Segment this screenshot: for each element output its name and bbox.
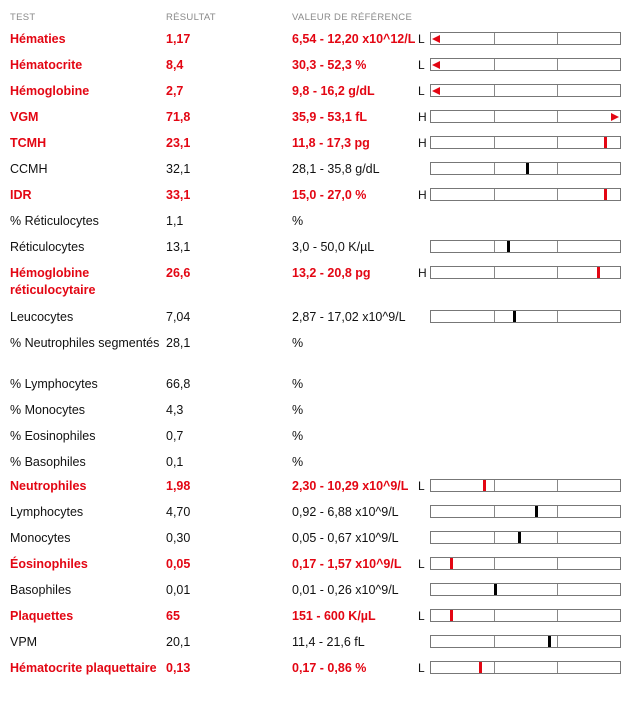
- flag-indicator: H: [418, 136, 427, 150]
- header-reference: VALEUR DE RÉFÉRENCE: [292, 12, 413, 23]
- reference-range: 6,54 - 12,20 x10^12/L: [292, 32, 416, 46]
- gauge-divider: [557, 610, 558, 621]
- gauge-divider: [557, 532, 558, 543]
- test-name: CCMH: [10, 162, 48, 176]
- gauge-divider: [494, 662, 495, 673]
- flag-indicator: L: [418, 32, 425, 46]
- gauge-divider: [557, 59, 558, 70]
- test-name: Leucocytes: [10, 310, 74, 324]
- test-name: Plaquettes: [10, 609, 74, 623]
- test-result: 66,8: [166, 377, 191, 391]
- gauge-divider: [494, 267, 495, 278]
- test-name: Hémoglobine réticulocytaire: [10, 266, 96, 297]
- test-result: 13,1: [166, 240, 191, 254]
- test-name: Monocytes: [10, 531, 71, 545]
- gauge-marker: [604, 137, 607, 148]
- out-of-range-low-icon: [432, 61, 440, 69]
- test-result: 0,7: [166, 429, 184, 443]
- flag-indicator: L: [418, 84, 425, 98]
- gauge-marker: [450, 558, 453, 569]
- reference-range: 2,87 - 17,02 x10^9/L: [292, 310, 406, 324]
- gauge-divider: [494, 33, 495, 44]
- range-gauge: [430, 661, 621, 674]
- test-result: 0,30: [166, 531, 191, 545]
- flag-indicator: L: [418, 58, 425, 72]
- flag-indicator: L: [418, 479, 425, 493]
- reference-range: 2,30 - 10,29 x10^9/L: [292, 479, 409, 493]
- gauge-divider: [494, 506, 495, 517]
- test-name: % Monocytes: [10, 403, 86, 417]
- gauge-divider: [557, 163, 558, 174]
- out-of-range-low-icon: [432, 35, 440, 43]
- range-gauge: [430, 609, 621, 622]
- gauge-divider: [557, 241, 558, 252]
- gauge-divider: [494, 241, 495, 252]
- out-of-range-low-icon: [432, 87, 440, 95]
- reference-range: 0,92 - 6,88 x10^9/L: [292, 505, 399, 519]
- gauge-divider: [494, 111, 495, 122]
- test-name: IDR: [10, 188, 32, 202]
- range-gauge: [430, 110, 621, 123]
- reference-range: 15,0 - 27,0 %: [292, 188, 367, 202]
- out-of-range-high-icon: [611, 113, 619, 121]
- reference-range: 11,8 - 17,3 pg: [292, 136, 370, 150]
- test-name: Éosinophiles: [10, 557, 88, 571]
- test-name: % Basophiles: [10, 455, 86, 469]
- gauge-divider: [494, 85, 495, 96]
- reference-range: 0,05 - 0,67 x10^9/L: [292, 531, 399, 545]
- test-name: Hématocrite: [10, 58, 83, 72]
- gauge-divider: [557, 111, 558, 122]
- gauge-divider: [557, 558, 558, 569]
- reference-range: 9,8 - 16,2 g/dL: [292, 84, 375, 98]
- gauge-divider: [557, 480, 558, 491]
- gauge-divider: [557, 584, 558, 595]
- gauge-divider: [557, 506, 558, 517]
- reference-range: %: [292, 214, 304, 228]
- test-name: Neutrophiles: [10, 479, 87, 493]
- gauge-divider: [494, 189, 495, 200]
- range-gauge: [430, 136, 621, 149]
- reference-range: 11,4 - 21,6 fL: [292, 635, 365, 649]
- gauge-divider: [557, 137, 558, 148]
- test-result: 0,05: [166, 557, 191, 571]
- range-gauge: [430, 505, 621, 518]
- gauge-marker: [494, 584, 497, 595]
- flag-indicator: H: [418, 110, 427, 124]
- test-name: Hématies: [10, 32, 66, 46]
- reference-range: 13,2 - 20,8 pg: [292, 266, 371, 280]
- reference-range: %: [292, 336, 304, 350]
- gauge-divider: [494, 636, 495, 647]
- test-result: 1,1: [166, 214, 184, 228]
- gauge-divider: [494, 558, 495, 569]
- test-result: 20,1: [166, 635, 191, 649]
- header-test: TEST: [10, 12, 36, 23]
- gauge-marker: [597, 267, 600, 278]
- range-gauge: [430, 310, 621, 323]
- gauge-marker: [513, 311, 516, 322]
- test-result: 1,17: [166, 32, 191, 46]
- gauge-marker: [450, 610, 453, 621]
- test-name: Réticulocytes: [10, 240, 85, 254]
- test-result: 8,4: [166, 58, 184, 72]
- reference-range: 0,01 - 0,26 x10^9/L: [292, 583, 399, 597]
- range-gauge: [430, 531, 621, 544]
- test-name: Basophiles: [10, 583, 72, 597]
- gauge-marker: [548, 636, 551, 647]
- range-gauge: [430, 84, 621, 97]
- header-result: RÉSULTAT: [166, 12, 216, 23]
- gauge-divider: [557, 189, 558, 200]
- gauge-divider: [494, 163, 495, 174]
- test-result: 0,01: [166, 583, 191, 597]
- range-gauge: [430, 188, 621, 201]
- range-gauge: [430, 583, 621, 596]
- gauge-marker: [604, 189, 607, 200]
- reference-range: 35,9 - 53,1 fL: [292, 110, 368, 124]
- test-result: 1,98: [166, 479, 191, 493]
- test-result: 0,1: [166, 455, 184, 469]
- reference-range: 0,17 - 1,57 x10^9/L: [292, 557, 402, 571]
- test-result: 4,3: [166, 403, 184, 417]
- flag-indicator: H: [418, 188, 427, 202]
- gauge-marker: [518, 532, 521, 543]
- gauge-marker: [526, 163, 529, 174]
- test-result: 26,6: [166, 266, 191, 280]
- gauge-divider: [494, 480, 495, 491]
- gauge-divider: [494, 59, 495, 70]
- range-gauge: [430, 266, 621, 279]
- reference-range: %: [292, 455, 304, 469]
- gauge-marker: [535, 506, 538, 517]
- reference-range: %: [292, 403, 304, 417]
- gauge-divider: [557, 85, 558, 96]
- reference-range: 28,1 - 35,8 g/dL: [292, 162, 380, 176]
- gauge-divider: [494, 532, 495, 543]
- gauge-marker: [507, 241, 510, 252]
- reference-range: 3,0 - 50,0 K/µL: [292, 240, 375, 254]
- gauge-divider: [557, 662, 558, 673]
- flag-indicator: H: [418, 266, 427, 280]
- test-result: 28,1: [166, 336, 191, 350]
- test-name: VGM: [10, 110, 39, 124]
- test-name: % Réticulocytes: [10, 214, 99, 228]
- gauge-divider: [557, 33, 558, 44]
- test-result: 65: [166, 609, 180, 623]
- reference-range: 151 - 600 K/µL: [292, 609, 376, 623]
- gauge-divider: [494, 137, 495, 148]
- reference-range: 30,3 - 52,3 %: [292, 58, 367, 72]
- gauge-divider: [557, 267, 558, 278]
- test-result: 23,1: [166, 136, 191, 150]
- test-result: 4,70: [166, 505, 191, 519]
- reference-range: %: [292, 377, 304, 391]
- test-name: Hématocrite plaquettaire: [10, 661, 157, 675]
- gauge-divider: [494, 610, 495, 621]
- test-name: TCMH: [10, 136, 47, 150]
- range-gauge: [430, 32, 621, 45]
- gauge-marker: [479, 662, 482, 673]
- range-gauge: [430, 557, 621, 570]
- flag-indicator: L: [418, 609, 425, 623]
- range-gauge: [430, 635, 621, 648]
- flag-indicator: L: [418, 661, 425, 675]
- test-result: 32,1: [166, 162, 191, 176]
- range-gauge: [430, 58, 621, 71]
- range-gauge: [430, 162, 621, 175]
- range-gauge: [430, 479, 621, 492]
- test-name: Lymphocytes: [10, 505, 84, 519]
- test-name: % Neutrophiles segmentés: [10, 336, 160, 350]
- gauge-divider: [557, 311, 558, 322]
- test-name: VPM: [10, 635, 38, 649]
- gauge-divider: [494, 311, 495, 322]
- test-result: 2,7: [166, 84, 184, 98]
- test-result: 71,8: [166, 110, 191, 124]
- reference-range: %: [292, 429, 304, 443]
- test-result: 0,13: [166, 661, 191, 675]
- gauge-divider: [557, 636, 558, 647]
- flag-indicator: L: [418, 557, 425, 571]
- reference-range: 0,17 - 0,86 %: [292, 661, 367, 675]
- range-gauge: [430, 240, 621, 253]
- test-name: % Lymphocytes: [10, 377, 98, 391]
- test-result: 7,04: [166, 310, 191, 324]
- gauge-marker: [483, 480, 486, 491]
- test-name: Hémoglobine: [10, 84, 90, 98]
- test-name: % Eosinophiles: [10, 429, 96, 443]
- test-result: 33,1: [166, 188, 191, 202]
